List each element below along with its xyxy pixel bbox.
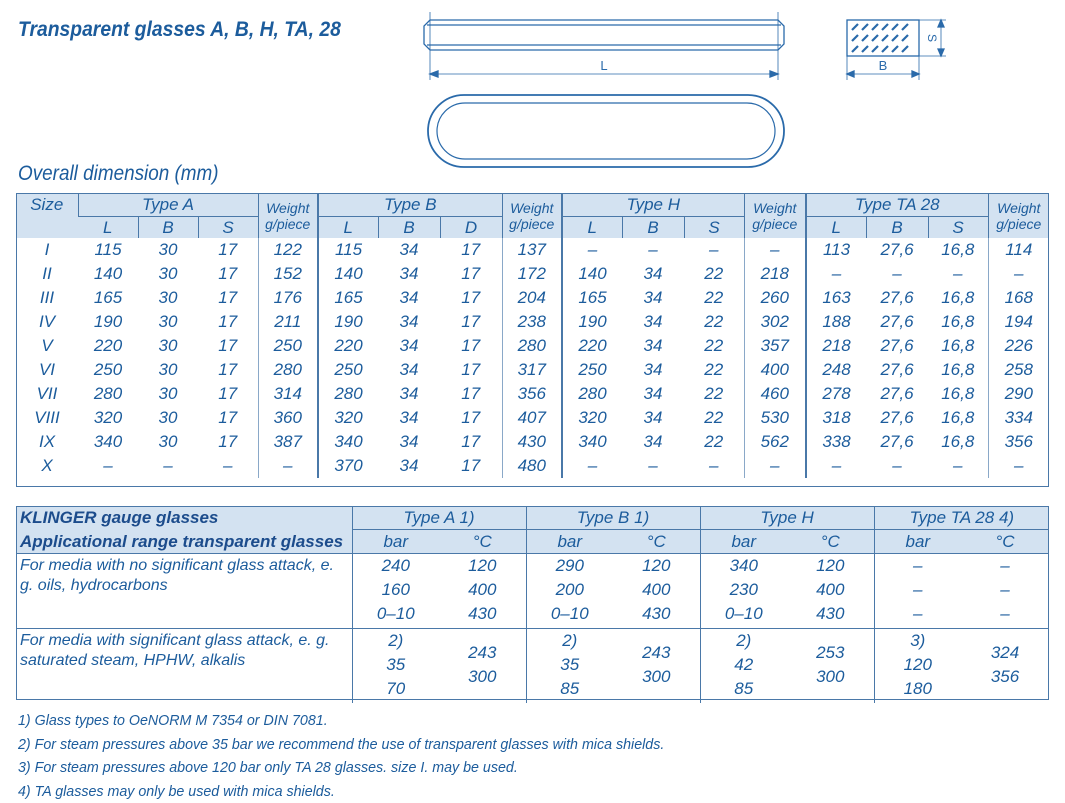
value-cell: 34: [622, 430, 684, 454]
type-ta-header: Type TA 28: [806, 193, 988, 217]
size-header: Size: [16, 193, 78, 238]
type-b-temp-values: 243 300: [613, 629, 700, 689]
value-cell: 22: [684, 358, 744, 382]
value-cell: 218: [806, 334, 866, 358]
value-cell: 17: [198, 334, 258, 358]
value-cell: 114: [988, 238, 1049, 262]
value-cell: 168: [988, 286, 1049, 310]
value-cell: 370: [318, 454, 378, 478]
unit-bar: bar: [526, 530, 613, 554]
value-cell: –: [988, 262, 1049, 286]
value-cell: 17: [198, 382, 258, 406]
value-cell: 17: [198, 430, 258, 454]
value-cell: 16,8: [928, 238, 988, 262]
value-cell: 34: [622, 310, 684, 334]
value-cell: 302: [744, 310, 806, 334]
value-cell: 30: [138, 334, 198, 358]
value-cell: 562: [744, 430, 806, 454]
value-cell: 22: [684, 334, 744, 358]
value-cell: 22: [684, 286, 744, 310]
value-cell: 190: [318, 310, 378, 334]
value-cell: 22: [684, 430, 744, 454]
type-a-bar-values: 240 160 0–10: [353, 554, 440, 626]
value-cell: –: [806, 262, 866, 286]
col-header: B: [622, 217, 684, 239]
type-b-bar-values: 290 200 0–10: [527, 554, 614, 626]
value-cell: 17: [440, 382, 502, 406]
range-table: [16, 506, 1049, 703]
col-header: B: [138, 217, 198, 239]
value-cell: 16,8: [928, 430, 988, 454]
type-a-temp-values: 120 400 430: [439, 554, 526, 626]
type-b-header: Type B: [318, 193, 502, 217]
value-cell: 226: [988, 334, 1049, 358]
type-h-bar-values: 340 230 0–10: [701, 554, 788, 626]
value-cell: 250: [78, 358, 138, 382]
glass-cross-section: [847, 20, 946, 80]
value-cell: –: [866, 262, 928, 286]
value-cell: 34: [378, 358, 440, 382]
value-cell: 122: [258, 238, 318, 262]
value-cell: 17: [440, 286, 502, 310]
value-cell: 340: [562, 430, 622, 454]
size-cell: VII: [16, 382, 78, 406]
type-a-weight-header: Weight g/piece: [258, 193, 318, 238]
value-cell: 16,8: [928, 358, 988, 382]
value-cell: 115: [78, 238, 138, 262]
value-cell: –: [744, 454, 806, 478]
value-cell: 34: [378, 430, 440, 454]
value-cell: 204: [502, 286, 562, 310]
size-cell: VIII: [16, 406, 78, 430]
value-cell: 320: [78, 406, 138, 430]
range-row-no-attack: [16, 554, 1049, 629]
value-cell: 22: [684, 406, 744, 430]
value-cell: 34: [622, 286, 684, 310]
range-row-glass-attack: [16, 629, 1049, 704]
value-cell: 17: [198, 310, 258, 334]
unit-celsius: °C: [961, 530, 1049, 554]
value-cell: 317: [502, 358, 562, 382]
value-cell: 16,8: [928, 382, 988, 406]
type-ta-weight-header: Weight g/piece: [988, 193, 1049, 238]
value-cell: 430: [502, 430, 562, 454]
value-cell: 165: [562, 286, 622, 310]
value-cell: 17: [440, 310, 502, 334]
range-row-description: For media with no significant glass attack, e. g. oils, hydrocarbons: [16, 554, 352, 629]
value-cell: 220: [318, 334, 378, 358]
col-header: S: [198, 217, 258, 239]
unit-bar: bar: [352, 530, 439, 554]
value-cell: 34: [622, 262, 684, 286]
value-cell: 17: [440, 238, 502, 262]
value-cell: 17: [198, 286, 258, 310]
value-cell: 113: [806, 238, 866, 262]
value-cell: 165: [318, 286, 378, 310]
unit-celsius: °C: [787, 530, 874, 554]
value-cell: 27,6: [866, 382, 928, 406]
value-cell: 27,6: [866, 358, 928, 382]
value-cell: –: [622, 454, 684, 478]
range-header-subtitle: Applicational range transparent glasses: [16, 530, 352, 554]
value-cell: 16,8: [928, 334, 988, 358]
size-cell: VI: [16, 358, 78, 382]
value-cell: –: [198, 454, 258, 478]
type-h-temp-values: 120 400 430: [787, 554, 874, 626]
value-cell: 172: [502, 262, 562, 286]
value-cell: 140: [78, 262, 138, 286]
value-cell: 27,6: [866, 286, 928, 310]
value-cell: 30: [138, 310, 198, 334]
range-type-ta-header: Type TA 28 4): [874, 506, 1049, 530]
value-cell: –: [562, 238, 622, 262]
value-cell: 27,6: [866, 238, 928, 262]
value-cell: 34: [378, 262, 440, 286]
value-cell: 290: [988, 382, 1049, 406]
value-cell: 220: [562, 334, 622, 358]
dimension-row: [16, 358, 1049, 382]
value-cell: 34: [378, 334, 440, 358]
col-header: B: [866, 217, 928, 239]
value-cell: 34: [378, 286, 440, 310]
value-cell: 27,6: [866, 406, 928, 430]
value-cell: 27,6: [866, 310, 928, 334]
col-header: S: [928, 217, 988, 239]
value-cell: –: [78, 454, 138, 478]
range-type-h-header: Type H: [700, 506, 874, 530]
range-row-description: For media with significant glass attack, e. g. saturated steam, HPHW, alkalis: [16, 629, 352, 704]
footnotes: [18, 709, 698, 803]
value-cell: 16,8: [928, 286, 988, 310]
value-cell: 320: [562, 406, 622, 430]
value-cell: 34: [378, 454, 440, 478]
value-cell: –: [138, 454, 198, 478]
footnote: 1) Glass types to OeNORM M 7354 or DIN 7081.: [18, 709, 664, 733]
dimension-row: [16, 334, 1049, 358]
value-cell: 22: [684, 310, 744, 334]
value-cell: 356: [502, 382, 562, 406]
value-cell: 34: [622, 358, 684, 382]
col-header: B: [378, 217, 440, 239]
value-cell: 387: [258, 430, 318, 454]
value-cell: –: [684, 454, 744, 478]
footnote: 3) For steam pressures above 120 bar only TA 28 glasses. size I. may be used.: [18, 756, 664, 780]
range-header-title: KLINGER gauge glasses: [16, 506, 352, 530]
type-ta-bar-values: – – –: [875, 554, 962, 626]
value-cell: 460: [744, 382, 806, 406]
value-cell: 340: [318, 430, 378, 454]
value-cell: –: [928, 454, 988, 478]
value-cell: 17: [440, 406, 502, 430]
value-cell: 318: [806, 406, 866, 430]
range-type-b-header: Type B 1): [526, 506, 700, 530]
value-cell: –: [622, 238, 684, 262]
glass-top-view: [428, 95, 784, 167]
value-cell: 250: [562, 358, 622, 382]
value-cell: 250: [318, 358, 378, 382]
value-cell: 280: [258, 358, 318, 382]
value-cell: 280: [562, 382, 622, 406]
dimension-row: [16, 430, 1049, 454]
dimension-row: [16, 238, 1049, 262]
value-cell: 17: [440, 334, 502, 358]
unit-celsius: °C: [613, 530, 700, 554]
col-header: D: [440, 217, 502, 239]
type-b-weight-header: Weight g/piece: [502, 193, 562, 238]
value-cell: 34: [378, 310, 440, 334]
type-a-header: Type A: [78, 193, 258, 217]
value-cell: 163: [806, 286, 866, 310]
size-cell: III: [16, 286, 78, 310]
col-header: L: [806, 217, 866, 239]
value-cell: 34: [622, 406, 684, 430]
page-title: Transparent glasses A, B, H, TA, 28: [18, 18, 341, 42]
value-cell: 248: [806, 358, 866, 382]
value-cell: –: [684, 238, 744, 262]
width-label: B: [879, 58, 888, 73]
length-label: L: [600, 58, 607, 73]
section-title: Overall dimension (mm): [18, 162, 219, 186]
value-cell: 165: [78, 286, 138, 310]
size-cell: V: [16, 334, 78, 358]
unit-bar: bar: [700, 530, 787, 554]
value-cell: 34: [378, 238, 440, 262]
col-header: L: [318, 217, 378, 239]
value-cell: 356: [988, 430, 1049, 454]
value-cell: 238: [502, 310, 562, 334]
size-cell: I: [16, 238, 78, 262]
value-cell: –: [928, 262, 988, 286]
value-cell: 188: [806, 310, 866, 334]
unit-bar: bar: [874, 530, 961, 554]
value-cell: 280: [78, 382, 138, 406]
value-cell: 360: [258, 406, 318, 430]
value-cell: 176: [258, 286, 318, 310]
col-header: S: [684, 217, 744, 239]
value-cell: 280: [502, 334, 562, 358]
value-cell: 400: [744, 358, 806, 382]
value-cell: 22: [684, 262, 744, 286]
value-cell: 314: [258, 382, 318, 406]
value-cell: 260: [744, 286, 806, 310]
dimension-row: [16, 262, 1049, 286]
type-h-temp-values: 253 300: [787, 629, 874, 689]
value-cell: 30: [138, 382, 198, 406]
type-a-bar-values: 2) 35 70: [353, 629, 440, 701]
size-cell: X: [16, 454, 78, 478]
value-cell: 17: [198, 238, 258, 262]
footnote: 2) For steam pressures above 35 bar we recommend the use of transparent glasses with mica shields.: [18, 733, 664, 757]
type-ta-temp-values: – – –: [961, 554, 1049, 626]
dimension-row: [16, 286, 1049, 310]
value-cell: –: [258, 454, 318, 478]
col-header: L: [562, 217, 622, 239]
value-cell: 220: [78, 334, 138, 358]
value-cell: 22: [684, 382, 744, 406]
dimension-row: [16, 310, 1049, 334]
value-cell: 140: [562, 262, 622, 286]
value-cell: 334: [988, 406, 1049, 430]
value-cell: 190: [78, 310, 138, 334]
value-cell: 17: [198, 358, 258, 382]
value-cell: 30: [138, 358, 198, 382]
value-cell: 30: [138, 286, 198, 310]
type-a-temp-values: 243 300: [439, 629, 526, 689]
col-header: L: [78, 217, 138, 239]
value-cell: 250: [258, 334, 318, 358]
value-cell: 280: [318, 382, 378, 406]
value-cell: 30: [138, 430, 198, 454]
value-cell: –: [866, 454, 928, 478]
value-cell: 320: [318, 406, 378, 430]
size-cell: II: [16, 262, 78, 286]
dimension-row: [16, 406, 1049, 430]
dimension-row: [16, 454, 1049, 478]
value-cell: 30: [138, 238, 198, 262]
value-cell: 278: [806, 382, 866, 406]
unit-celsius: °C: [439, 530, 526, 554]
value-cell: 194: [988, 310, 1049, 334]
value-cell: 218: [744, 262, 806, 286]
value-cell: –: [806, 454, 866, 478]
value-cell: 190: [562, 310, 622, 334]
type-b-bar-values: 2) 35 85: [527, 629, 614, 701]
value-cell: 34: [622, 334, 684, 358]
value-cell: 17: [198, 262, 258, 286]
value-cell: –: [562, 454, 622, 478]
value-cell: 340: [78, 430, 138, 454]
value-cell: 30: [138, 262, 198, 286]
value-cell: 357: [744, 334, 806, 358]
type-ta-bar-values: 3) 120 180: [875, 629, 962, 701]
type-b-temp-values: 120 400 430: [613, 554, 700, 626]
value-cell: 407: [502, 406, 562, 430]
value-cell: 17: [440, 262, 502, 286]
thickness-label: S: [925, 34, 939, 42]
value-cell: 211: [258, 310, 318, 334]
value-cell: 17: [440, 454, 502, 478]
value-cell: 258: [988, 358, 1049, 382]
value-cell: 17: [440, 430, 502, 454]
value-cell: 34: [378, 382, 440, 406]
value-cell: 27,6: [866, 430, 928, 454]
type-h-weight-header: Weight g/piece: [744, 193, 806, 238]
dimension-row: [16, 382, 1049, 406]
value-cell: –: [988, 454, 1049, 478]
value-cell: 17: [440, 358, 502, 382]
value-cell: 115: [318, 238, 378, 262]
value-cell: 338: [806, 430, 866, 454]
size-cell: IX: [16, 430, 78, 454]
value-cell: 530: [744, 406, 806, 430]
value-cell: 480: [502, 454, 562, 478]
dimension-table: [16, 193, 1049, 478]
value-cell: 30: [138, 406, 198, 430]
footnote: 4) TA glasses may only be used with mica shields.: [18, 780, 664, 803]
value-cell: 34: [622, 382, 684, 406]
range-type-a-header: Type A 1): [352, 506, 526, 530]
type-h-bar-values: 2) 42 85: [701, 629, 788, 701]
value-cell: –: [744, 238, 806, 262]
type-h-header: Type H: [562, 193, 744, 217]
value-cell: 137: [502, 238, 562, 262]
value-cell: 152: [258, 262, 318, 286]
type-ta-temp-values: 324 356: [961, 629, 1049, 689]
value-cell: 27,6: [866, 334, 928, 358]
value-cell: 34: [378, 406, 440, 430]
value-cell: 16,8: [928, 310, 988, 334]
value-cell: 17: [198, 406, 258, 430]
value-cell: 140: [318, 262, 378, 286]
size-cell: IV: [16, 310, 78, 334]
value-cell: 16,8: [928, 406, 988, 430]
